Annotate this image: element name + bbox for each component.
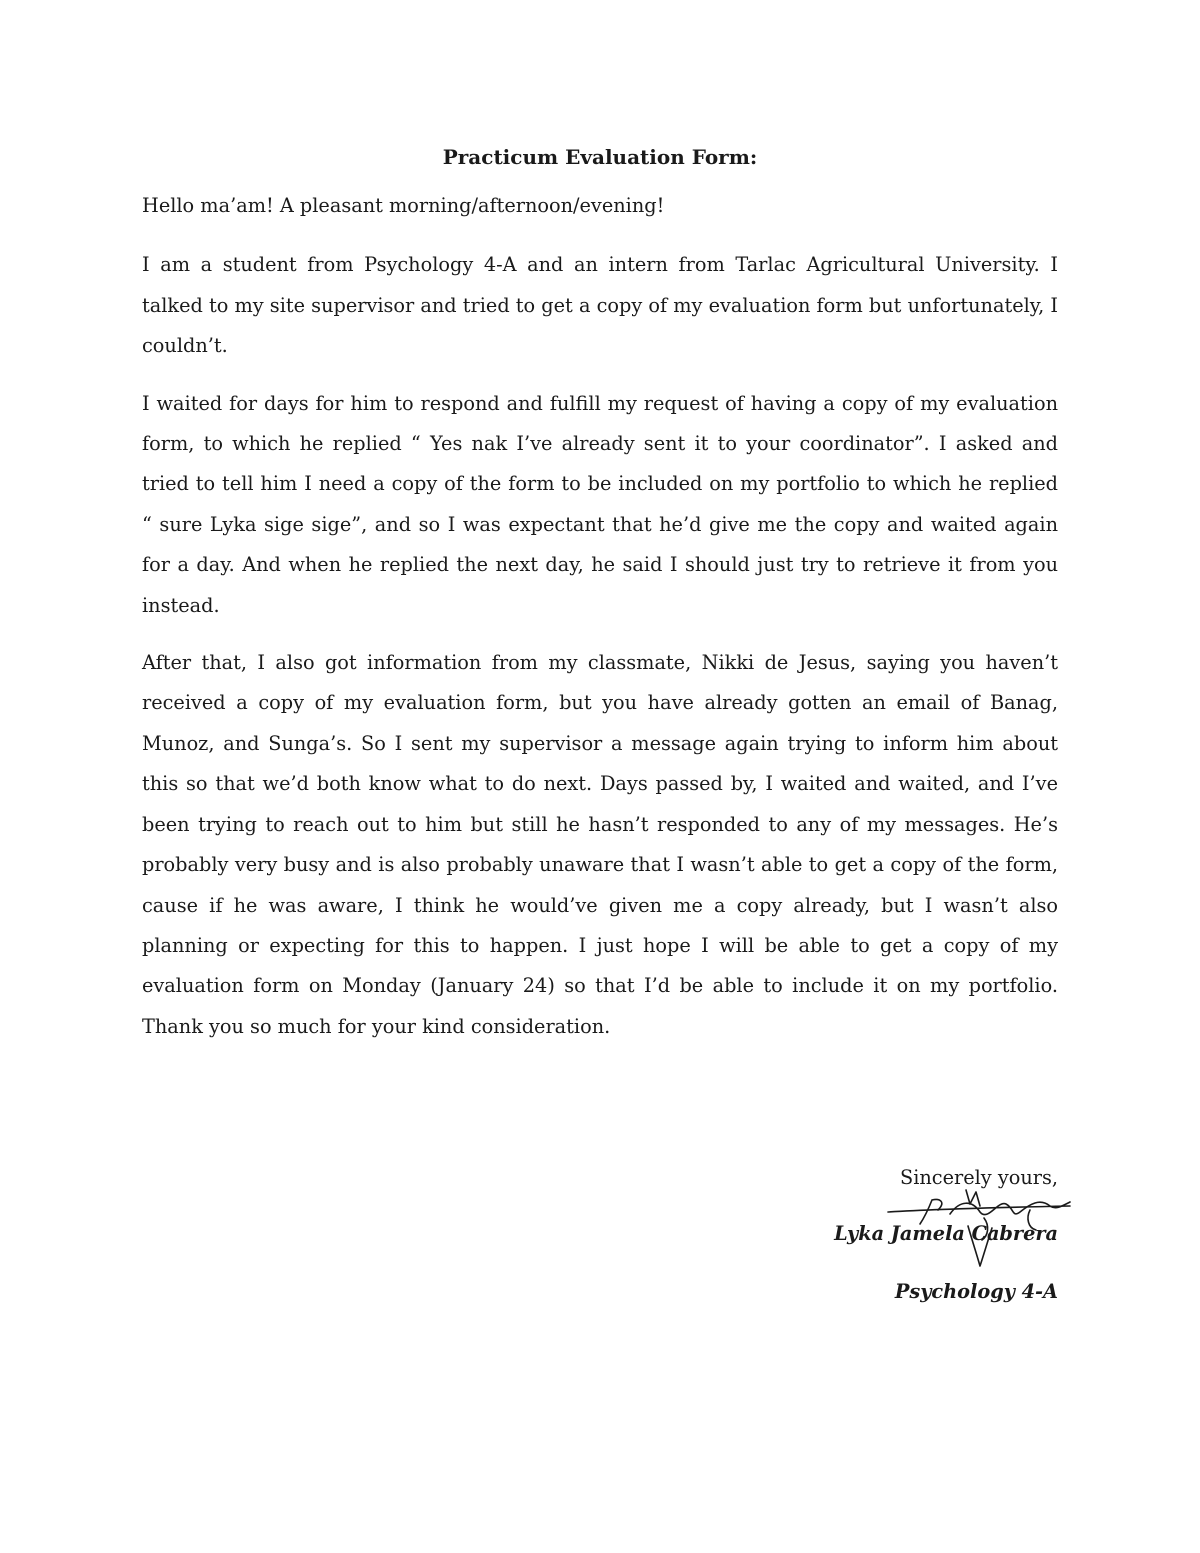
closing-line: Sincerely yours, <box>900 1166 1058 1189</box>
followup-paragraph: After that, I also got information from my classmate, Nikki de Jesus, saying you haven’t received a copy of my evaluation form, but you have already gotten an email of Banag, Munoz, and Sunga’s. So I sent my supervisor a message again trying to inform him about this so that we’d both know what to do next. Days passed by, I waited and waited, and I’ve been trying to reach out to him but still he hasn’t responded to any of my messages. He’s probably very busy and is also probably unaware that I wasn’t able to get a copy of the form, cause if he was aware, I think he would’ve given me a copy already, but I wasn’t also planning or expecting for this to happen. I just hope I will be able to get a copy of my evaluation form on Monday (January 24) so that I’d be able to include it on my portfolio. Thank you so much for your kind consideration. <box>142 651 1058 1038</box>
request-paragraph: I waited for days for him to respond and fulfill my request of having a copy of my evaluation form, to which he replied “ Yes nak I’ve already sent it to your coordinator”. I asked and tried to tell him I need a copy of the form to be included on my portfolio to which he replied “ sure Lyka sige sige”, and so I was expectant that he’d give me the copy and waited again for a day. And when he replied the next day, he said I should just try to retrieve it from you instead. <box>142 391 1058 617</box>
letter-body <box>142 186 1058 1064</box>
greeting-paragraph: Hello ma’am! A pleasant morning/afternoon/evening! <box>142 194 665 217</box>
signer-department: Psychology 4-A <box>894 1280 1058 1303</box>
introduction-paragraph: I am a student from Psychology 4-A and an intern from Tarlac Agricultural University. I talked to my site supervisor and tried to get a copy of my evaluation form but unfortunately, I couldn’t. <box>142 253 1058 358</box>
document-title: Practicum Evaluation Form: <box>442 145 758 169</box>
signer-name: Lyka Jamela Cabrera <box>834 1222 1058 1245</box>
